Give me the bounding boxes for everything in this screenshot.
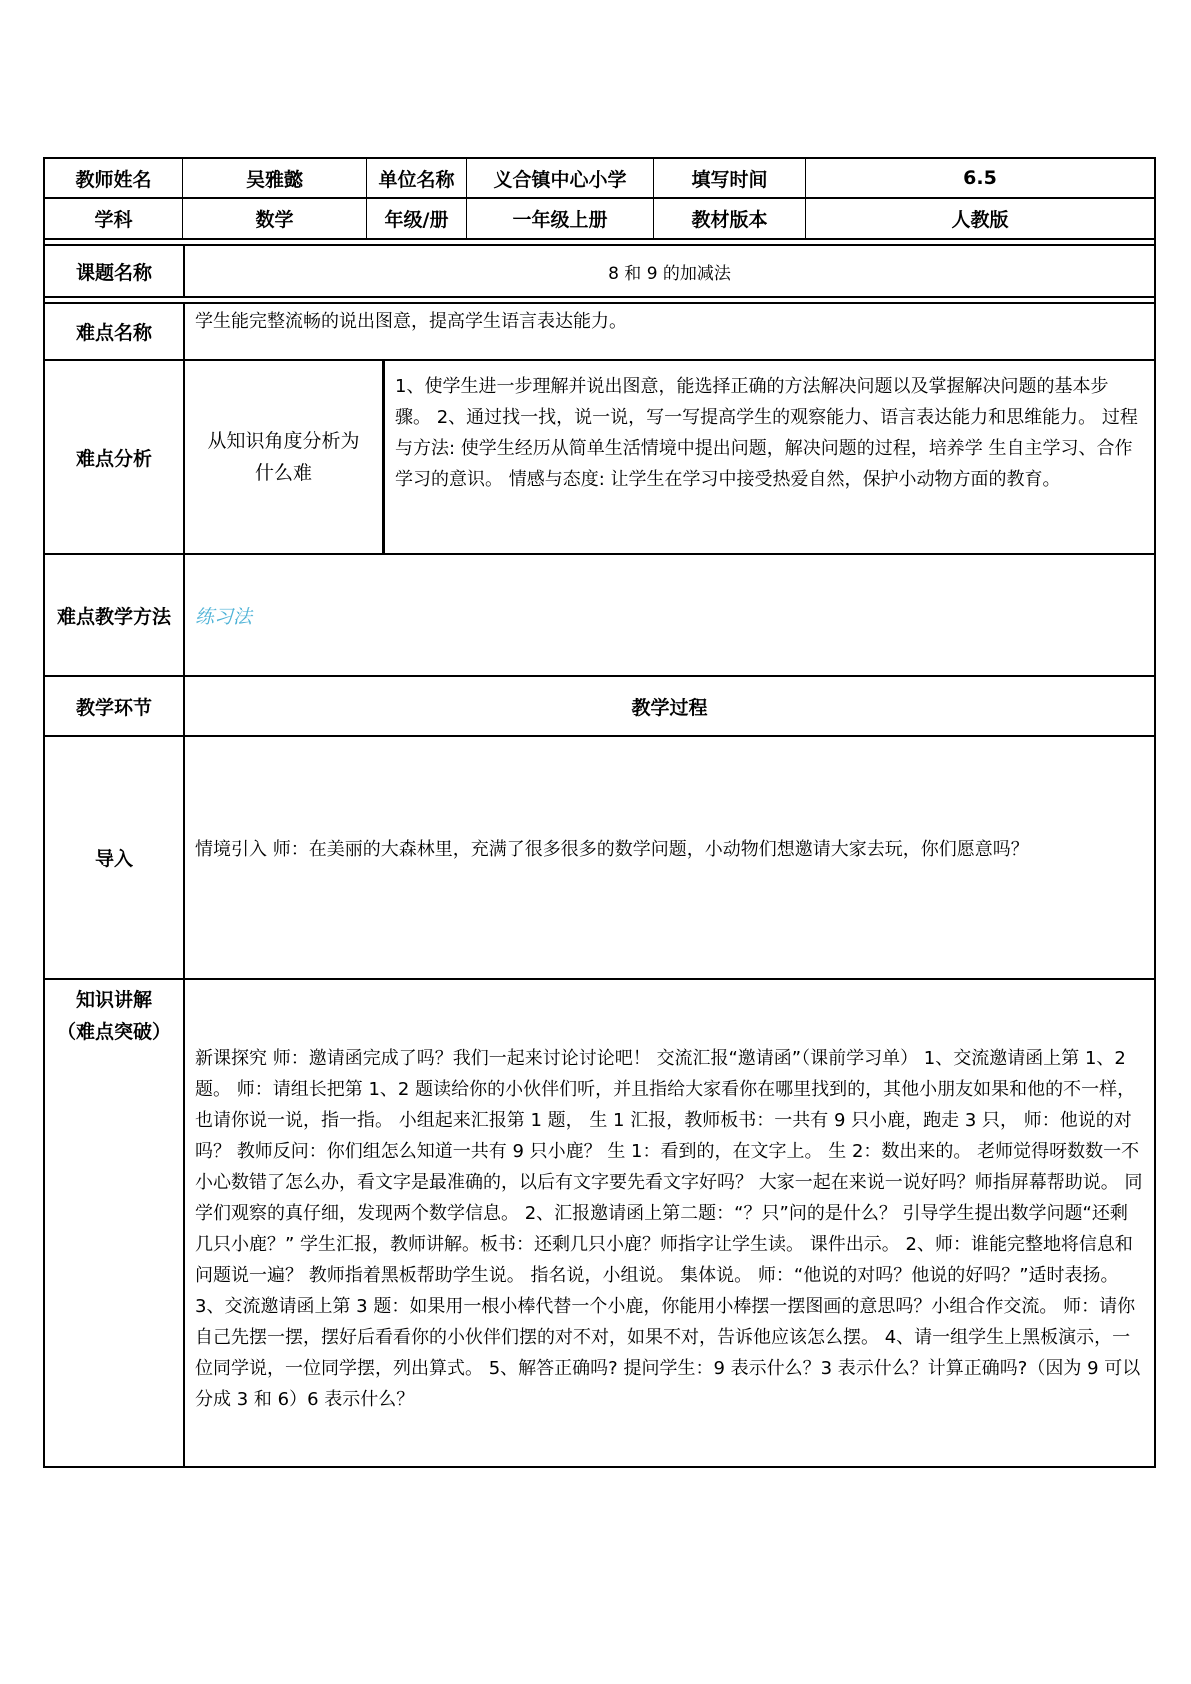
process-header-row [43,677,1156,737]
topic-label: 课题名称 [45,246,185,296]
fill-time-label: 填写时间 [654,159,806,197]
knowledge-row [43,980,1156,1468]
knowledge-label-line1: 知识讲解 [75,989,152,1011]
process-value: 教学过程 [631,696,708,719]
unit-name-label: 单位名称 [367,159,467,197]
unit-name-value: 义合镇中心小学 [467,159,654,197]
subject-value: 数学 [183,199,367,238]
intro-text: 情境引入 师：在美丽的大森林里，充满了很多很多的数学问题，小动物们想邀请大家去玩，你们愿意吗？ [195,839,1029,860]
fill-time-value: 6.5 [963,167,997,189]
difficulty-label: 难点名称 [45,304,185,359]
header-row-1 [43,157,1156,199]
process-label: 教学环节 [45,677,185,735]
knowledge-label-line2: （难点突破） [56,1021,171,1043]
grade-value: 一年级上册 [467,199,654,238]
method-value [185,555,1154,675]
grade-label: 年级/册 [367,199,467,238]
topic-value: 8 和 9 的加减法 [608,263,731,284]
topic-row [43,244,1156,298]
method-label: 难点教学方法 [45,555,185,675]
analysis-sub-label: 从知识角度分析为什么难 [185,361,385,553]
analysis-row [43,361,1156,555]
intro-row [43,737,1156,980]
knowledge-text: 新课探究 师：邀请函完成了吗？我们一起来讨论讨论吧！ 交流汇报“邀请函”（课前学习单） 1、交流邀请函上第 1、2 题。 师：请组长把第 1、2 题读给你的小伙伴们听，并且指给大家看你在哪里找到的，其他小朋友如果和他的不一样，也请你说一说，指一指。 小组起来汇报第 1 题， 生 1 汇报，教师板书：一共有 9 只小鹿，跑走 3 只， 师：他说的对吗？ 教师反问：你们组怎么知道一共有 9 只小鹿？ 生 1：看到的，在文字上。 生 2：数出来的。 老师觉得呀数数一不小心数错了怎么办，看文字是最准确的，以后有文字要先看文字好吗？ 大家一起在来说一说好吗？师指屏幕帮助说。 同学们观察的真仔细，发现两个数学信息。 2、汇报邀请函上第二题：“？只”问的是什么？ 引导学生提出数学问题“还剩几只小鹿？” 学生汇报，教师讲解。板书：还剩几只小鹿？师指字让学生读。 课件出示。 2、师：谁能完整地将信息和问题说一遍？ 教师指着黑板帮助学生说。 指名说，小组说。 集体说。 师：“他说的对吗？他说的好吗？”适时表扬。 3、交流邀请函上第 3 题：如果用一根小棒代替一个小鹿，你能用小棒摆一摆图画的意思吗？小组合作交流。 师：请你自己先摆一摆，摆好后看看你的小伙伴们摆的对不对，如果不对，告诉他应该怎么摆。 4、请一组学生上黑板演示，一位同学说，一位同学摆，列出算式。 5、解答正确吗? 提问学生：9 表示什么？3 表示什么？计算正确吗?（因为 9 可以分成 3 和 6）6 表示什么？ [195,1048,1143,1410]
analysis-label: 难点分析 [45,361,185,553]
textbook-edition-value: 人教版 [951,209,1009,231]
textbook-edition-label: 教材版本 [654,199,806,238]
header-row-2 [43,199,1156,240]
intro-label: 导入 [45,737,185,978]
teacher-name-value: 吴雅懿 [183,159,367,197]
lesson-form [43,157,1156,1468]
method-value-text: 练习法 [195,605,253,628]
teacher-name-label: 教师姓名 [45,159,183,197]
difficulty-value: 学生能完整流畅的说出图意，提高学生语言表达能力。 [195,311,627,332]
analysis-text: 1、使学生进一步理解并说出图意，能选择正确的方法解决问题以及掌握解决问题的基本步骤。 2、通过找一找，说一说，写一写提高学生的观察能力、语言表达能力和思维能力。 过程与方法: 使学生经历从简单生活情境中提出问题，解决问题的过程，培养学 生自主学习、合作学习的意识。 情感与态度: 让学生在学习中接受热爱自然，保护小动物方面的教育。 [395,376,1138,490]
method-row [43,555,1156,677]
difficulty-row [43,302,1156,361]
knowledge-label [45,980,185,1466]
subject-label: 学科 [45,199,183,238]
